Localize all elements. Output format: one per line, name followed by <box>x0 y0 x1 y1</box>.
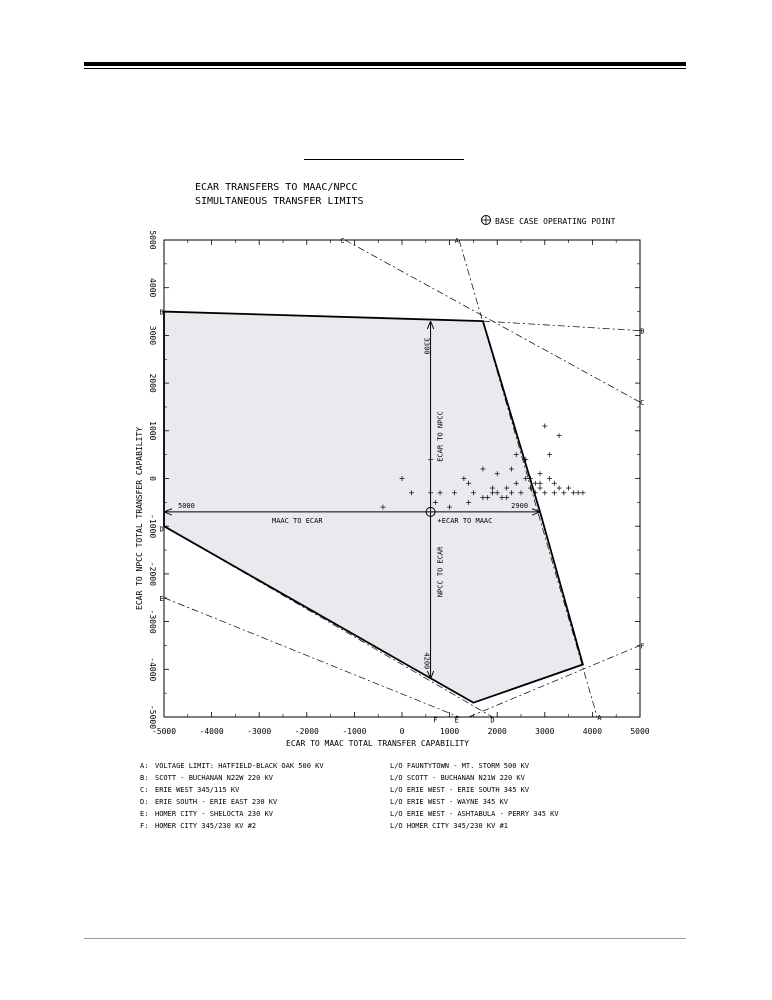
data-point <box>561 490 566 495</box>
legend-key-b: B: <box>140 774 149 782</box>
data-point <box>552 490 557 495</box>
legend-contingency: L/O ERIE WEST - WAYNE 345 KV <box>390 798 509 806</box>
legend-outage: SCOTT - BUCHANAN N22W 220 KV <box>155 774 274 782</box>
arrow-label-ecar-to-npcc: ECAR TO NPCC <box>436 411 445 462</box>
x-tick-label: 3000 <box>535 727 555 736</box>
data-point <box>552 481 557 486</box>
constraint-label-f: F <box>433 716 438 725</box>
arrow-value-maac-to-ecar: 5000 <box>178 501 195 510</box>
data-point <box>580 490 585 495</box>
x-tick-label: 4000 <box>582 727 603 736</box>
constraint-label-b: B <box>159 308 164 317</box>
legend-contingency: L/O HOMER CITY 345/230 KV #1 <box>390 822 509 830</box>
base-case-legend-label: BASE CASE OPERATING POINT <box>495 217 616 226</box>
chart-subtitle: SIMULTANEOUS TRANSFER LIMITS <box>195 196 364 207</box>
arrow-label-maac-to-ecar: MAAC TO ECAR <box>271 516 323 525</box>
data-point <box>571 490 576 495</box>
data-point <box>538 481 543 486</box>
constraint-label-a: A <box>597 714 602 722</box>
legend-outage: HOMER CITY 345/230 KV #2 <box>155 822 257 830</box>
x-tick-label: 0 <box>399 727 405 736</box>
constraint-label-d: D <box>159 525 164 534</box>
constraint-label-e: E <box>454 716 459 725</box>
constraint-label-c: C <box>640 399 645 408</box>
legend-contingency: L/O FAUNTYTOWN - MT. STORM 500 KV <box>390 762 530 770</box>
y-axis-label: ECAR TO NPCC TOTAL TRANSFER CAPABILITY <box>135 426 144 610</box>
chart-title: ECAR TRANSFERS TO MAAC/NPCC <box>195 182 358 193</box>
constraint-label-f: F <box>640 642 645 651</box>
x-tick-label: -1000 <box>342 727 367 736</box>
data-point <box>576 490 581 495</box>
legend-outage: ERIE SOUTH - ERIE EAST 230 KV <box>155 798 278 806</box>
data-point <box>538 471 543 476</box>
arrow-value-ecar-to-maac: 2900 <box>511 501 529 510</box>
y-tick-label: -2000 <box>148 561 157 586</box>
data-point <box>557 433 562 438</box>
arrow-label-npcc-to-ecar: NPCC TO ECAR <box>436 546 445 598</box>
y-tick-label: -4000 <box>148 657 157 682</box>
constraint-label-d: D <box>490 716 495 725</box>
legend-contingency: L/O ERIE WEST - ASHTABULA - PERRY 345 KV <box>390 810 559 818</box>
constraint-label-a: A <box>454 237 459 245</box>
y-tick-label: 5000 <box>148 230 157 250</box>
y-tick-label: 0 <box>148 476 157 481</box>
y-tick-label: -1000 <box>148 514 157 539</box>
legend-key-f: F: <box>140 822 149 830</box>
legend-key-d: D: <box>140 798 149 806</box>
constraint-label-c: C <box>340 237 345 245</box>
x-tick-label: 5000 <box>630 727 650 736</box>
data-point <box>547 476 552 481</box>
y-tick-label: 4000 <box>148 278 157 298</box>
x-tick-label: 2000 <box>487 727 507 736</box>
data-point <box>542 490 547 495</box>
y-tick-label: 3000 <box>148 325 157 346</box>
arrow-value-ecar-to-npcc: 3300 <box>422 337 431 355</box>
y-tick-label: 1000 <box>148 421 157 441</box>
y-tick-label: -3000 <box>148 609 157 634</box>
data-point <box>538 486 543 491</box>
constraint-legend-table <box>140 762 559 830</box>
legend <box>482 216 616 227</box>
data-point <box>557 486 562 491</box>
arrow-label-ecar-to-maac: +ECAR TO MAAC <box>437 516 493 525</box>
x-tick-label: -3000 <box>247 727 272 736</box>
legend-outage: HOMER CITY - SHELOCTA 230 KV <box>155 810 274 818</box>
x-tick-label: -2000 <box>294 727 319 736</box>
arrow-value-npcc-to-ecar: 4200 <box>422 652 431 670</box>
x-tick-label: -4000 <box>199 727 224 736</box>
y-tick-label: 2000 <box>148 373 157 393</box>
legend-contingency: L/O SCOTT - BUCHANAN N21W 220 KV <box>390 774 525 782</box>
x-tick-label: 1000 <box>439 727 460 736</box>
legend-key-c: C: <box>140 786 149 794</box>
x-tick-label: -5000 <box>151 727 177 736</box>
legend-outage: ERIE WEST 345/115 KV <box>155 786 240 794</box>
legend-key-a: A: <box>140 762 149 770</box>
legend-contingency: L/O ERIE WEST - ERIE SOUTH 345 KV <box>390 786 530 794</box>
data-point <box>533 481 538 486</box>
legend-outage: VOLTAGE LIMIT: HATFIELD-BLACK OAK 500 KV <box>155 762 324 770</box>
x-axis-label: ECAR TO MAAC TOTAL TRANSFER CAPABILITY <box>286 739 470 748</box>
y-tick-label: -5000 <box>148 704 157 730</box>
legend-key-e: E: <box>140 810 149 818</box>
constraint-label-e: E <box>159 594 164 603</box>
plot-area <box>148 230 650 736</box>
data-point <box>566 486 571 491</box>
constraint-label-b: B <box>640 327 645 336</box>
data-point <box>542 424 547 429</box>
data-point <box>547 452 552 457</box>
